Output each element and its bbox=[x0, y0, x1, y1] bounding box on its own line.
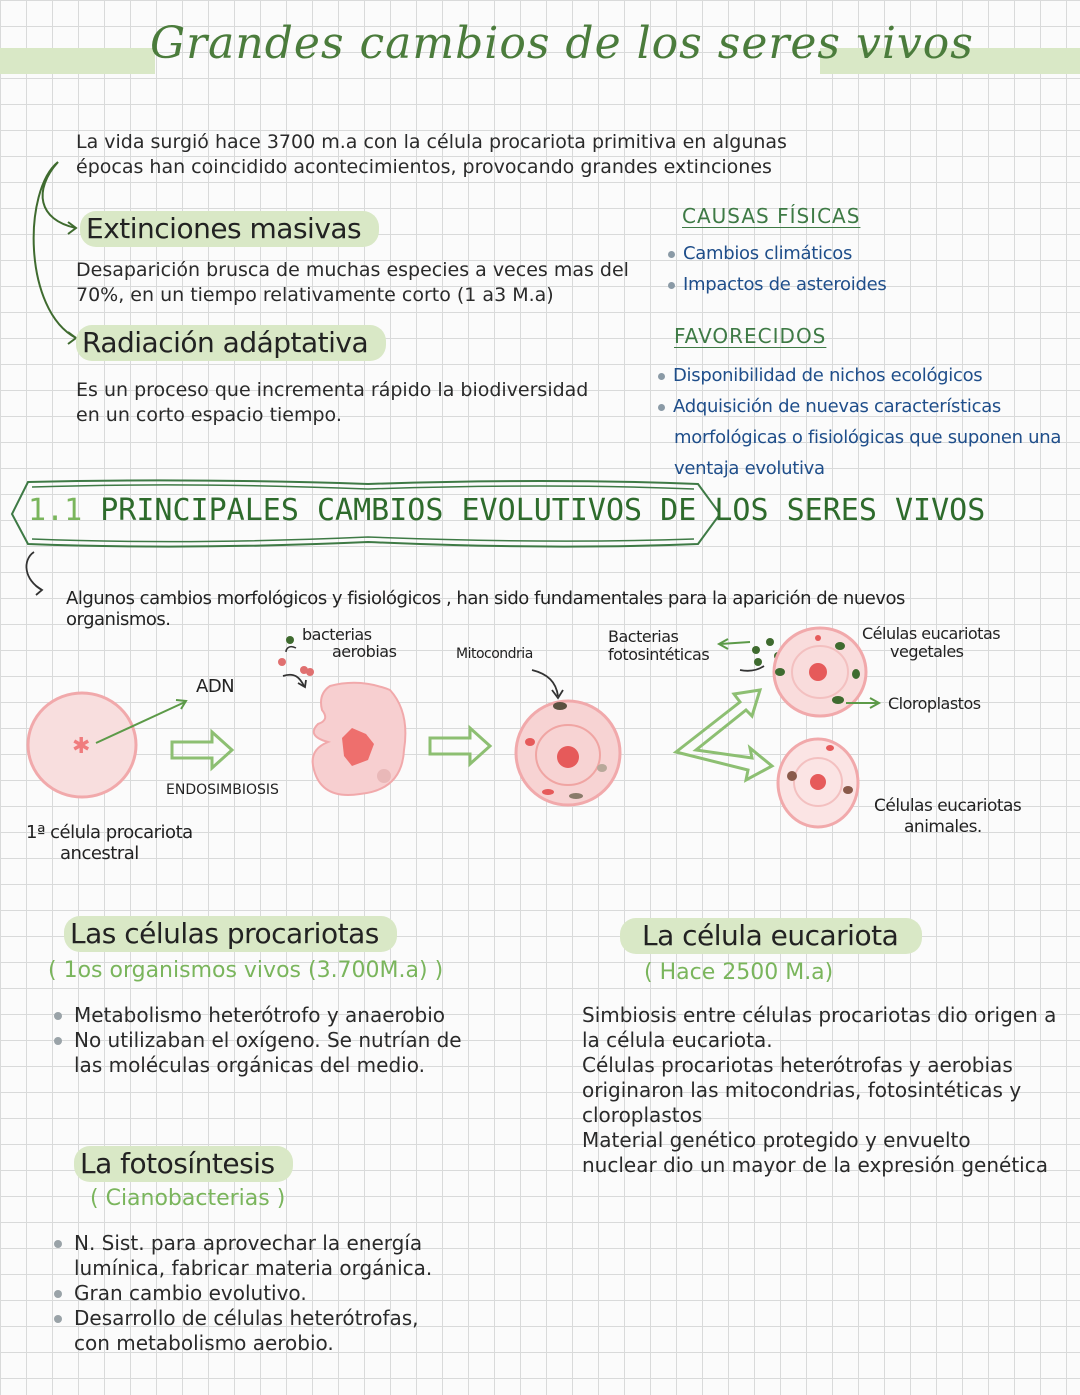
radiacion-text: Es un proceso que incrementa rápido la biodiversidad en un corto espacio tiempo. bbox=[76, 379, 589, 426]
label-mitocondria: Mitocondria bbox=[456, 646, 533, 662]
curved-arrow-icon bbox=[20, 550, 50, 600]
eukaryote-cell-icon bbox=[516, 701, 620, 805]
list-item: Desarrollo de células heterótrofas, con metabolismo aerobio. bbox=[52, 1306, 452, 1356]
intro-line-1: La vida surgió hace 3700 m.a con la célula procariota primitiva en algunas bbox=[76, 131, 787, 153]
label-adn: ADN bbox=[196, 676, 235, 697]
favorecidos-item: Disponibilidad de nichos ecológicos bbox=[658, 360, 1061, 391]
causas-heading: CAUSAS FÍSICAS bbox=[682, 204, 861, 228]
branch-arrow-icon bbox=[676, 690, 772, 780]
extinciones-text: Desaparición brusca de muchas especies a veces mas del 70%, en un tiempo relativamente corto (1 a3 M.a) bbox=[76, 259, 629, 306]
causas-item: Impactos de asteroides bbox=[668, 269, 886, 300]
prokaryote-cell-icon bbox=[28, 693, 136, 797]
intro-line-2: épocas han coincidido acontecimientos, provocando grandes extinciones bbox=[76, 156, 772, 178]
amoeboid-cell-icon bbox=[313, 683, 406, 795]
section-title: 1.1 PRINCIPALES CAMBIOS EVOLUTIVOS DE LOS SERES VIVOS bbox=[28, 493, 986, 528]
label-bacterias-fotosinteticas: Bacterias fotosintéticas bbox=[608, 627, 710, 664]
label-first-cell: 1ª célula procariota ancestral bbox=[26, 822, 193, 864]
list-item: Gran cambio evolutivo. bbox=[52, 1281, 452, 1306]
block-arrow-icon bbox=[430, 728, 490, 764]
list-item: Metabolismo heterótrofo y anaerobio bbox=[52, 1003, 472, 1028]
procariotas-heading: Las células procariotas bbox=[64, 916, 397, 952]
causas-item: Cambios climáticos bbox=[668, 238, 886, 269]
label-eucariotas-vegetales: Células eucariotas vegetales bbox=[862, 624, 1001, 661]
page-title: Grandes cambios de los seres vivos bbox=[150, 18, 974, 69]
label-bacterias-aerobias: bacterias aerobias bbox=[302, 625, 397, 661]
procariotas-sub: ( 1os organismos vivos (3.700M.a) ) bbox=[48, 958, 444, 983]
label-eucariotas-animales: Células eucariotas animales. bbox=[874, 796, 1022, 837]
fotosintesis-bullets bbox=[52, 1231, 452, 1356]
radiacion-heading: Radiación adáptativa bbox=[76, 325, 386, 361]
block-arrow-icon bbox=[172, 732, 232, 768]
favorecidos-item: Adquisición de nuevas características bbox=[658, 391, 1061, 422]
label-endosimbiosis: ENDOSIMBIOSIS bbox=[166, 782, 279, 798]
list-item: N. Sist. para aprovechar la energía lumínica, fabricar materia orgánica. bbox=[52, 1231, 452, 1281]
label-cloroplastos: Cloroplastos bbox=[888, 694, 981, 713]
intro-text bbox=[76, 130, 787, 180]
procariotas-bullets bbox=[52, 1003, 472, 1078]
eucariota-sub: ( Hace 2500 M.a) bbox=[644, 960, 834, 985]
favorecidos-list: Disponibilidad de nichos ecológicos Adquisición de nuevas características morfológicas o fisiológicas que suponen una ventaja evolutiva bbox=[658, 360, 1061, 484]
animal-cell-icon bbox=[778, 739, 858, 827]
section-intro: Algunos cambios morfológicos y fisiológicos , han sido fundamentales para la aparición de nuevos organismos. bbox=[66, 588, 905, 630]
eucariota-text: Simbiosis entre células procariotas dio origen a la célula eucariota. Células procariotas heterótrofas y aerobias originaron las mitocondrias, fotosintéticas y cloroplastos Material genético protegido y envuelto nuclear dio un mayor de la expresión genética bbox=[582, 1003, 1057, 1177]
extinciones-heading: Extinciones masivas bbox=[80, 211, 379, 247]
list-item: No utilizaban el oxígeno. Se nutrían de las moléculas orgánicas del medio. bbox=[52, 1028, 472, 1078]
title-highlight-left bbox=[0, 48, 155, 74]
svg-text:✱: ✱ bbox=[72, 734, 91, 759]
fotosintesis-heading: La fotosíntesis bbox=[74, 1146, 293, 1182]
eucariota-heading: La célula eucariota bbox=[620, 918, 922, 954]
causas-list bbox=[668, 238, 886, 300]
fotosintesis-sub: ( Cianobacterias ) bbox=[90, 1186, 286, 1211]
favorecidos-heading: FAVORECIDOS bbox=[674, 324, 827, 348]
